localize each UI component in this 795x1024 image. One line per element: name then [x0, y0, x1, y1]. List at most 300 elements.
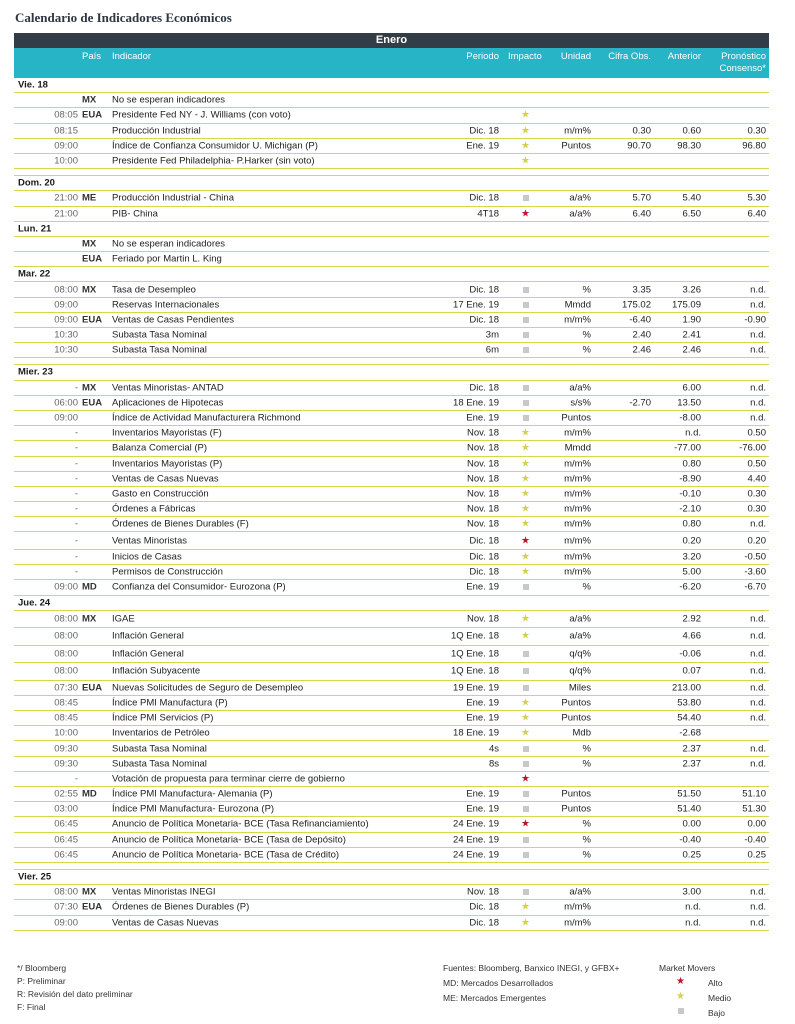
cell-pronostico: 96.80: [742, 140, 766, 152]
cell-pronostico: n.d.: [750, 712, 766, 724]
cell-unidad: m/m%: [564, 518, 591, 530]
cell-time: 08:00: [54, 630, 78, 642]
impact-high-star-icon: ★: [521, 773, 530, 785]
cell-anterior: 6.00: [682, 382, 701, 394]
cell-indicador: Índice PMI Manufactura- Eurozona (P): [112, 803, 275, 815]
cell-indicador: Ventas de Casas Pendientes: [112, 314, 235, 326]
cell-pronostico: 0.50: [747, 427, 766, 439]
cell-indicador: Feriado por Martin L. King: [112, 253, 222, 265]
impact-high-star-icon: ★: [521, 535, 530, 547]
cell-pais: EUA: [82, 397, 103, 409]
footer-sources: [443, 962, 619, 1005]
cell-unidad: a/a%: [569, 886, 591, 898]
cell-pronostico: n.d.: [750, 344, 766, 356]
cell-anterior: 3.26: [682, 284, 701, 296]
impact-medium-star-icon: ★: [521, 427, 530, 439]
cell-indicador: Subasta Tasa Nominal: [112, 758, 207, 770]
separator-row: [14, 863, 769, 870]
cell-unidad: Puntos: [561, 140, 591, 152]
cell-pais: MX: [82, 886, 97, 898]
day-label: Jue. 24: [18, 597, 51, 609]
header-indicador: Indicador: [112, 51, 152, 62]
table-row: [14, 848, 769, 863]
footnote-preliminar: P: Preliminar: [17, 976, 66, 986]
day-row: [14, 78, 769, 93]
cell-pronostico: -0.90: [744, 314, 766, 326]
table-row: [14, 711, 769, 726]
cell-cifra-obs: 6.40: [632, 208, 651, 220]
table-row: [14, 457, 769, 472]
day-label: Vie. 18: [18, 79, 48, 91]
cell-time: -: [74, 503, 78, 515]
cell-anterior: 0.00: [682, 818, 701, 830]
cell-indicador: Anuncio de Política Monetaria- BCE (Tasa de Crédito): [112, 849, 340, 861]
impact-high-star-icon: ★: [521, 208, 530, 220]
cell-time: 21:00: [54, 208, 78, 220]
cell-indicador: Inflación Subyacente: [112, 665, 201, 677]
cell-unidad: m/m%: [564, 551, 591, 563]
cell-pronostico: 0.30: [747, 503, 766, 515]
cell-indicador: Órdenes de Bienes Durables (F): [112, 518, 249, 530]
cell-cifra-obs: 175.02: [621, 299, 651, 311]
market-movers-title: Market Movers: [659, 963, 716, 973]
cell-periodo: 4T18: [477, 208, 499, 220]
cell-indicador: Inventarios Mayoristas (F): [112, 427, 222, 439]
cell-unidad: a/a%: [569, 613, 591, 625]
cell-indicador: Reservas Internacionales: [112, 299, 220, 311]
cell-indicador: Presidente Fed Philadelphia- P.Harker (sin voto): [112, 155, 315, 167]
cell-anterior: 53.80: [677, 697, 701, 709]
cell-unidad: m/m%: [564, 427, 591, 439]
cell-time: 08:00: [54, 886, 78, 898]
cell-unidad: m/m%: [564, 488, 591, 500]
day-label: Vier. 25: [18, 871, 52, 883]
cell-indicador: Nuevas Solicitudes de Seguro de Desempleo: [112, 682, 304, 694]
cell-periodo: 4s: [488, 743, 499, 755]
cell-indicador: Inventarios Mayoristas (P): [112, 458, 223, 470]
cell-pronostico: 51.30: [742, 803, 766, 815]
cell-anterior: 5.40: [682, 192, 701, 204]
cell-periodo: Dic. 18: [469, 125, 499, 137]
cell-unidad: m/m%: [564, 901, 591, 913]
cell-indicador: No se esperan indicadores: [112, 94, 226, 106]
table-row: [14, 411, 769, 426]
table-row: [14, 517, 769, 532]
cell-unidad: Puntos: [561, 697, 591, 709]
cell-anterior: 98.30: [677, 140, 701, 152]
impact-medium-star-icon: ★: [521, 155, 530, 167]
day-row: [14, 870, 769, 885]
table-row: [14, 191, 769, 206]
cell-anterior: 0.25: [682, 849, 701, 861]
header-consenso-line2: Consenso*: [719, 63, 766, 74]
cell-indicador: No se esperan indicadores: [112, 238, 226, 250]
day-label: Lun. 21: [18, 223, 52, 235]
cell-periodo: Ene. 19: [466, 788, 499, 800]
impact-medium-star-icon: ★: [521, 613, 530, 625]
cell-periodo: 17 Ene. 19: [453, 299, 499, 311]
table-row: [14, 426, 769, 441]
cell-indicador: Subasta Tasa Nominal: [112, 344, 207, 356]
cell-unidad: a/a%: [569, 192, 591, 204]
table-header: [14, 48, 769, 78]
table-row: [14, 124, 769, 139]
cell-periodo: Dic. 18: [469, 566, 499, 578]
cell-pronostico: n.d.: [750, 329, 766, 341]
cell-time: 09:00: [54, 917, 78, 929]
cell-periodo: 18 Ene. 19: [453, 397, 499, 409]
impact-medium-star-icon: ★: [521, 697, 530, 709]
cell-anterior: 51.40: [677, 803, 701, 815]
cell-pronostico: n.d.: [750, 284, 766, 296]
cell-anterior: 5.00: [682, 566, 701, 578]
me-legend: ME: Mercados Emergentes: [443, 993, 546, 1003]
cell-time: 08:45: [54, 712, 78, 724]
cell-indicador: Índice de Actividad Manufacturera Richmond: [112, 412, 301, 424]
cell-cifra-obs: 0.30: [632, 125, 651, 137]
table-row: [14, 757, 769, 772]
table-row: [14, 487, 769, 502]
cell-pronostico: n.d.: [750, 901, 766, 913]
cell-anterior: 3.20: [682, 551, 701, 563]
cell-unidad: m/m%: [564, 458, 591, 470]
cell-time: -: [74, 442, 78, 454]
cell-periodo: Nov. 18: [466, 886, 499, 898]
day-row: [14, 596, 769, 611]
cell-time: 09:00: [54, 581, 78, 593]
cell-time: 21:00: [54, 192, 78, 204]
cell-pais: EUA: [82, 682, 103, 694]
cell-cifra-obs: 3.35: [632, 284, 651, 296]
header-anterior: Anterior: [667, 51, 701, 62]
cell-anterior: 0.07: [682, 665, 701, 677]
cell-anterior: 0.60: [682, 125, 701, 137]
cell-unidad: %: [582, 284, 591, 296]
cell-time: -: [74, 773, 78, 785]
table-row: [14, 817, 769, 832]
cell-time: 09:30: [54, 743, 78, 755]
cell-pronostico: n.d.: [750, 758, 766, 770]
header-periodo: Periodo: [466, 51, 499, 62]
cell-indicador: Votación de propuesta para terminar cierre de gobierno: [112, 773, 345, 785]
cell-pronostico: 5.30: [747, 192, 766, 204]
cell-periodo: 1Q Ene. 18: [450, 665, 499, 677]
impact-medium-star-icon: ★: [521, 630, 530, 642]
md-legend: MD: Mercados Desarrollados: [443, 978, 554, 988]
cell-anterior: 2.37: [682, 743, 701, 755]
day-row: [14, 222, 769, 237]
cell-anterior: 2.41: [682, 329, 701, 341]
cell-indicador: Anuncio de Política Monetaria- BCE (Tasa de Depósito): [112, 834, 346, 846]
table-row: [14, 532, 769, 550]
table-row: [14, 833, 769, 848]
cell-time: 08:00: [54, 613, 78, 625]
cell-unidad: s/s%: [570, 397, 591, 409]
day-label: Dom. 20: [18, 177, 55, 189]
table-row: [14, 916, 769, 931]
cell-pronostico: -0.40: [744, 834, 766, 846]
table-row: [14, 93, 769, 108]
cell-pronostico: n.d.: [750, 917, 766, 929]
cell-time: 09:30: [54, 758, 78, 770]
cell-time: -: [74, 535, 78, 547]
cell-unidad: %: [582, 849, 591, 861]
impact-medium-star-icon: ★: [521, 712, 530, 724]
legend-bajo: Bajo: [708, 1008, 726, 1018]
cell-periodo: Ene. 19: [466, 697, 499, 709]
cell-indicador: Producción Industrial - China: [112, 192, 234, 204]
cell-periodo: Ene. 19: [466, 412, 499, 424]
cell-anterior: 3.00: [682, 886, 701, 898]
cell-unidad: m/m%: [564, 314, 591, 326]
cell-pais: EUA: [82, 109, 103, 121]
cell-time: -: [74, 566, 78, 578]
cell-time: 07:30: [54, 682, 78, 694]
cell-anterior: n.d.: [685, 427, 701, 439]
table-row: [14, 772, 769, 787]
cell-periodo: Ene. 19: [466, 712, 499, 724]
cell-anterior: -77.00: [674, 442, 701, 454]
cell-indicador: Órdenes de Bienes Durables (P): [112, 901, 250, 913]
cell-indicador: Presidente Fed NY - J. Williams (con voto): [112, 109, 291, 121]
cell-pronostico: n.d.: [750, 697, 766, 709]
cell-periodo: Dic. 18: [469, 382, 499, 394]
cell-time: 08:05: [54, 109, 78, 121]
table-row: [14, 502, 769, 517]
cell-cifra-obs: 5.70: [632, 192, 651, 204]
impact-medium-star-icon: ★: [521, 566, 530, 578]
cell-anterior: 175.09: [671, 299, 701, 311]
cell-unidad: %: [582, 743, 591, 755]
cell-periodo: Ene. 19: [466, 581, 499, 593]
cell-pronostico: 0.30: [747, 488, 766, 500]
cell-pais: ME: [82, 192, 97, 204]
cell-unidad: Mdb: [572, 727, 591, 739]
cell-indicador: Ventas Minoristas INEGI: [112, 886, 216, 898]
table-row: [14, 787, 769, 802]
cell-periodo: 19 Ene. 19: [453, 682, 499, 694]
cell-indicador: Ventas de Casas Nuevas: [112, 917, 219, 929]
cell-anterior: -2.68: [679, 727, 701, 739]
cell-indicador: Anuncio de Política Monetaria- BCE (Tasa Refinanciamiento): [112, 818, 369, 830]
cell-unidad: Puntos: [561, 712, 591, 724]
header-pais: País: [82, 51, 102, 62]
cell-unidad: %: [582, 329, 591, 341]
cell-indicador: Permisos de Construcción: [112, 566, 223, 578]
cell-unidad: m/m%: [564, 917, 591, 929]
cell-indicador: Inventarios de Petróleo: [112, 727, 210, 739]
cell-anterior: -6.20: [679, 581, 701, 593]
footnote-revision: R: Revisión del dato preliminar: [17, 989, 133, 999]
cell-anterior: n.d.: [685, 901, 701, 913]
table-row: [14, 663, 769, 681]
cell-time: 08:15: [54, 125, 78, 137]
cell-pais: MX: [82, 94, 97, 106]
cell-time: -: [74, 458, 78, 470]
cell-periodo: Nov. 18: [466, 503, 499, 515]
cell-periodo: 6m: [485, 344, 499, 356]
cell-periodo: 1Q Ene. 18: [450, 630, 499, 642]
impact-medium-star-icon: ★: [521, 917, 530, 929]
cell-time: 06:45: [54, 849, 78, 861]
cell-pronostico: n.d.: [750, 743, 766, 755]
cell-anterior: 6.50: [682, 208, 701, 220]
table-row: [14, 282, 769, 297]
cell-anterior: -8.90: [679, 473, 701, 485]
cell-pronostico: 0.25: [747, 849, 766, 861]
cell-unidad: %: [582, 834, 591, 846]
cell-anterior: 0.20: [682, 535, 701, 547]
cell-indicador: Balanza Comercial (P): [112, 442, 208, 454]
cell-indicador: Órdenes a Fábricas: [112, 503, 196, 515]
cell-time: 10:00: [54, 155, 78, 167]
cell-pronostico: n.d.: [750, 299, 766, 311]
separator-row: [14, 169, 769, 176]
table-body: [14, 78, 769, 931]
cell-anterior: 1.90: [682, 314, 701, 326]
cell-anterior: 0.80: [682, 518, 701, 530]
cell-pais: MX: [82, 382, 97, 394]
cell-pais: EUA: [82, 253, 103, 265]
cell-indicador: Inflación General: [112, 648, 184, 660]
separator-row: [14, 358, 769, 365]
cell-indicador: Índice de Confianza Consumidor U. Michigan (P): [112, 140, 318, 152]
cell-pronostico: n.d.: [750, 886, 766, 898]
impact-medium-star-icon: ★: [521, 442, 530, 454]
cell-indicador: Índice PMI Servicios (P): [112, 712, 214, 724]
cell-unidad: Puntos: [561, 803, 591, 815]
cell-cifra-obs: -2.70: [629, 397, 651, 409]
table-row: [14, 381, 769, 396]
cell-periodo: Nov. 18: [466, 518, 499, 530]
cell-indicador: Índice PMI Manufactura- Alemania (P): [112, 788, 273, 800]
cell-time: 08:45: [54, 697, 78, 709]
cell-time: 08:00: [54, 648, 78, 660]
cell-periodo: Nov. 18: [466, 458, 499, 470]
cell-time: 06:45: [54, 818, 78, 830]
cell-indicador: Aplicaciones de Hipotecas: [112, 397, 224, 409]
cell-time: 10:30: [54, 344, 78, 356]
cell-periodo: Dic. 18: [469, 284, 499, 296]
cell-time: -: [74, 382, 78, 394]
table-row: [14, 441, 769, 456]
impact-medium-star-icon: ★: [521, 901, 530, 913]
cell-anterior: -2.10: [679, 503, 701, 515]
cell-periodo: 8s: [488, 758, 499, 770]
impact-medium-star-icon: ★: [521, 125, 530, 137]
table-row: [14, 802, 769, 817]
cell-unidad: Puntos: [561, 788, 591, 800]
cell-pronostico: n.d.: [750, 397, 766, 409]
cell-time: 10:30: [54, 329, 78, 341]
cell-time: 09:00: [54, 299, 78, 311]
legend-alto: Alto: [708, 978, 723, 988]
cell-unidad: Puntos: [561, 412, 591, 424]
cell-unidad: %: [582, 818, 591, 830]
cell-pronostico: n.d.: [750, 665, 766, 677]
impact-medium-star-icon: ★: [521, 458, 530, 470]
cell-pronostico: 6.40: [747, 208, 766, 220]
indicators-table: [14, 33, 769, 931]
cell-pronostico: 0.00: [747, 818, 766, 830]
cell-periodo: 24 Ene. 19: [453, 849, 499, 861]
cell-anterior: 213.00: [671, 682, 701, 694]
cell-indicador: Ventas Minoristas: [112, 535, 187, 547]
impact-medium-star-icon: ★: [521, 488, 530, 500]
cell-indicador: Subasta Tasa Nominal: [112, 743, 207, 755]
cell-periodo: Ene. 19: [466, 140, 499, 152]
cell-unidad: q/q%: [569, 665, 591, 677]
cell-indicador: Confianza del Consumidor- Eurozona (P): [112, 581, 286, 593]
cell-indicador: Inicios de Casas: [112, 551, 182, 563]
cell-periodo: Nov. 18: [466, 613, 499, 625]
table-row: [14, 550, 769, 565]
day-row: [14, 267, 769, 282]
table-row: [14, 611, 769, 629]
cell-anterior: 51.50: [677, 788, 701, 800]
cell-periodo: 24 Ene. 19: [453, 818, 499, 830]
cell-anterior: 54.40: [677, 712, 701, 724]
cell-time: 02:55: [54, 788, 78, 800]
impact-medium-star-icon: ★: [521, 503, 530, 515]
table-row: [14, 741, 769, 756]
cell-anterior: n.d.: [685, 917, 701, 929]
cell-unidad: m/m%: [564, 473, 591, 485]
cell-pais: MD: [82, 581, 97, 593]
table-row: [14, 646, 769, 664]
cell-pronostico: 4.40: [747, 473, 766, 485]
cell-periodo: Dic. 18: [469, 901, 499, 913]
cell-time: 09:00: [54, 314, 78, 326]
cell-time: -: [74, 551, 78, 563]
cell-anterior: -0.06: [679, 648, 701, 660]
header-pronostico: [720, 51, 766, 75]
cell-indicador: PIB- China: [112, 208, 158, 220]
cell-indicador: Gasto en Construcción: [112, 488, 209, 500]
cell-unidad: m/m%: [564, 503, 591, 515]
impact-medium-star-icon: ★: [521, 140, 530, 152]
cell-periodo: 3m: [485, 329, 499, 341]
cell-unidad: Mmdd: [564, 442, 591, 454]
market-movers-legend: [659, 962, 732, 1020]
cell-periodo: Dic. 18: [469, 314, 499, 326]
impact-medium-star-icon: ★: [521, 551, 530, 563]
sources-text: Fuentes: Bloomberg, Banxico INEGI, y GFBX+: [443, 963, 620, 973]
day-row: [14, 176, 769, 191]
header-cifra: Cifra Obs.: [608, 51, 651, 62]
cell-anterior: 13.50: [677, 397, 701, 409]
cell-pronostico: -6.70: [744, 581, 766, 593]
cell-anterior: 2.46: [682, 344, 701, 356]
impact-medium-star-icon: ★: [521, 727, 530, 739]
star-alto-icon: ★: [676, 976, 685, 987]
cell-unidad: a/a%: [569, 630, 591, 642]
cell-pronostico: -76.00: [739, 442, 766, 454]
cell-periodo: Dic. 18: [469, 917, 499, 929]
table-row: [14, 313, 769, 328]
cell-periodo: 1Q Ene. 18: [450, 648, 499, 660]
cell-time: -: [74, 473, 78, 485]
table-row: [14, 237, 769, 252]
cell-cifra-obs: 2.46: [632, 344, 651, 356]
cell-indicador: Producción Industrial: [112, 125, 201, 137]
cell-periodo: 24 Ene. 19: [453, 834, 499, 846]
cell-periodo: Nov. 18: [466, 427, 499, 439]
cell-pronostico: 0.30: [747, 125, 766, 137]
cell-periodo: 18 Ene. 19: [453, 727, 499, 739]
cell-time: 06:00: [54, 397, 78, 409]
cell-indicador: Subasta Tasa Nominal: [112, 329, 207, 341]
